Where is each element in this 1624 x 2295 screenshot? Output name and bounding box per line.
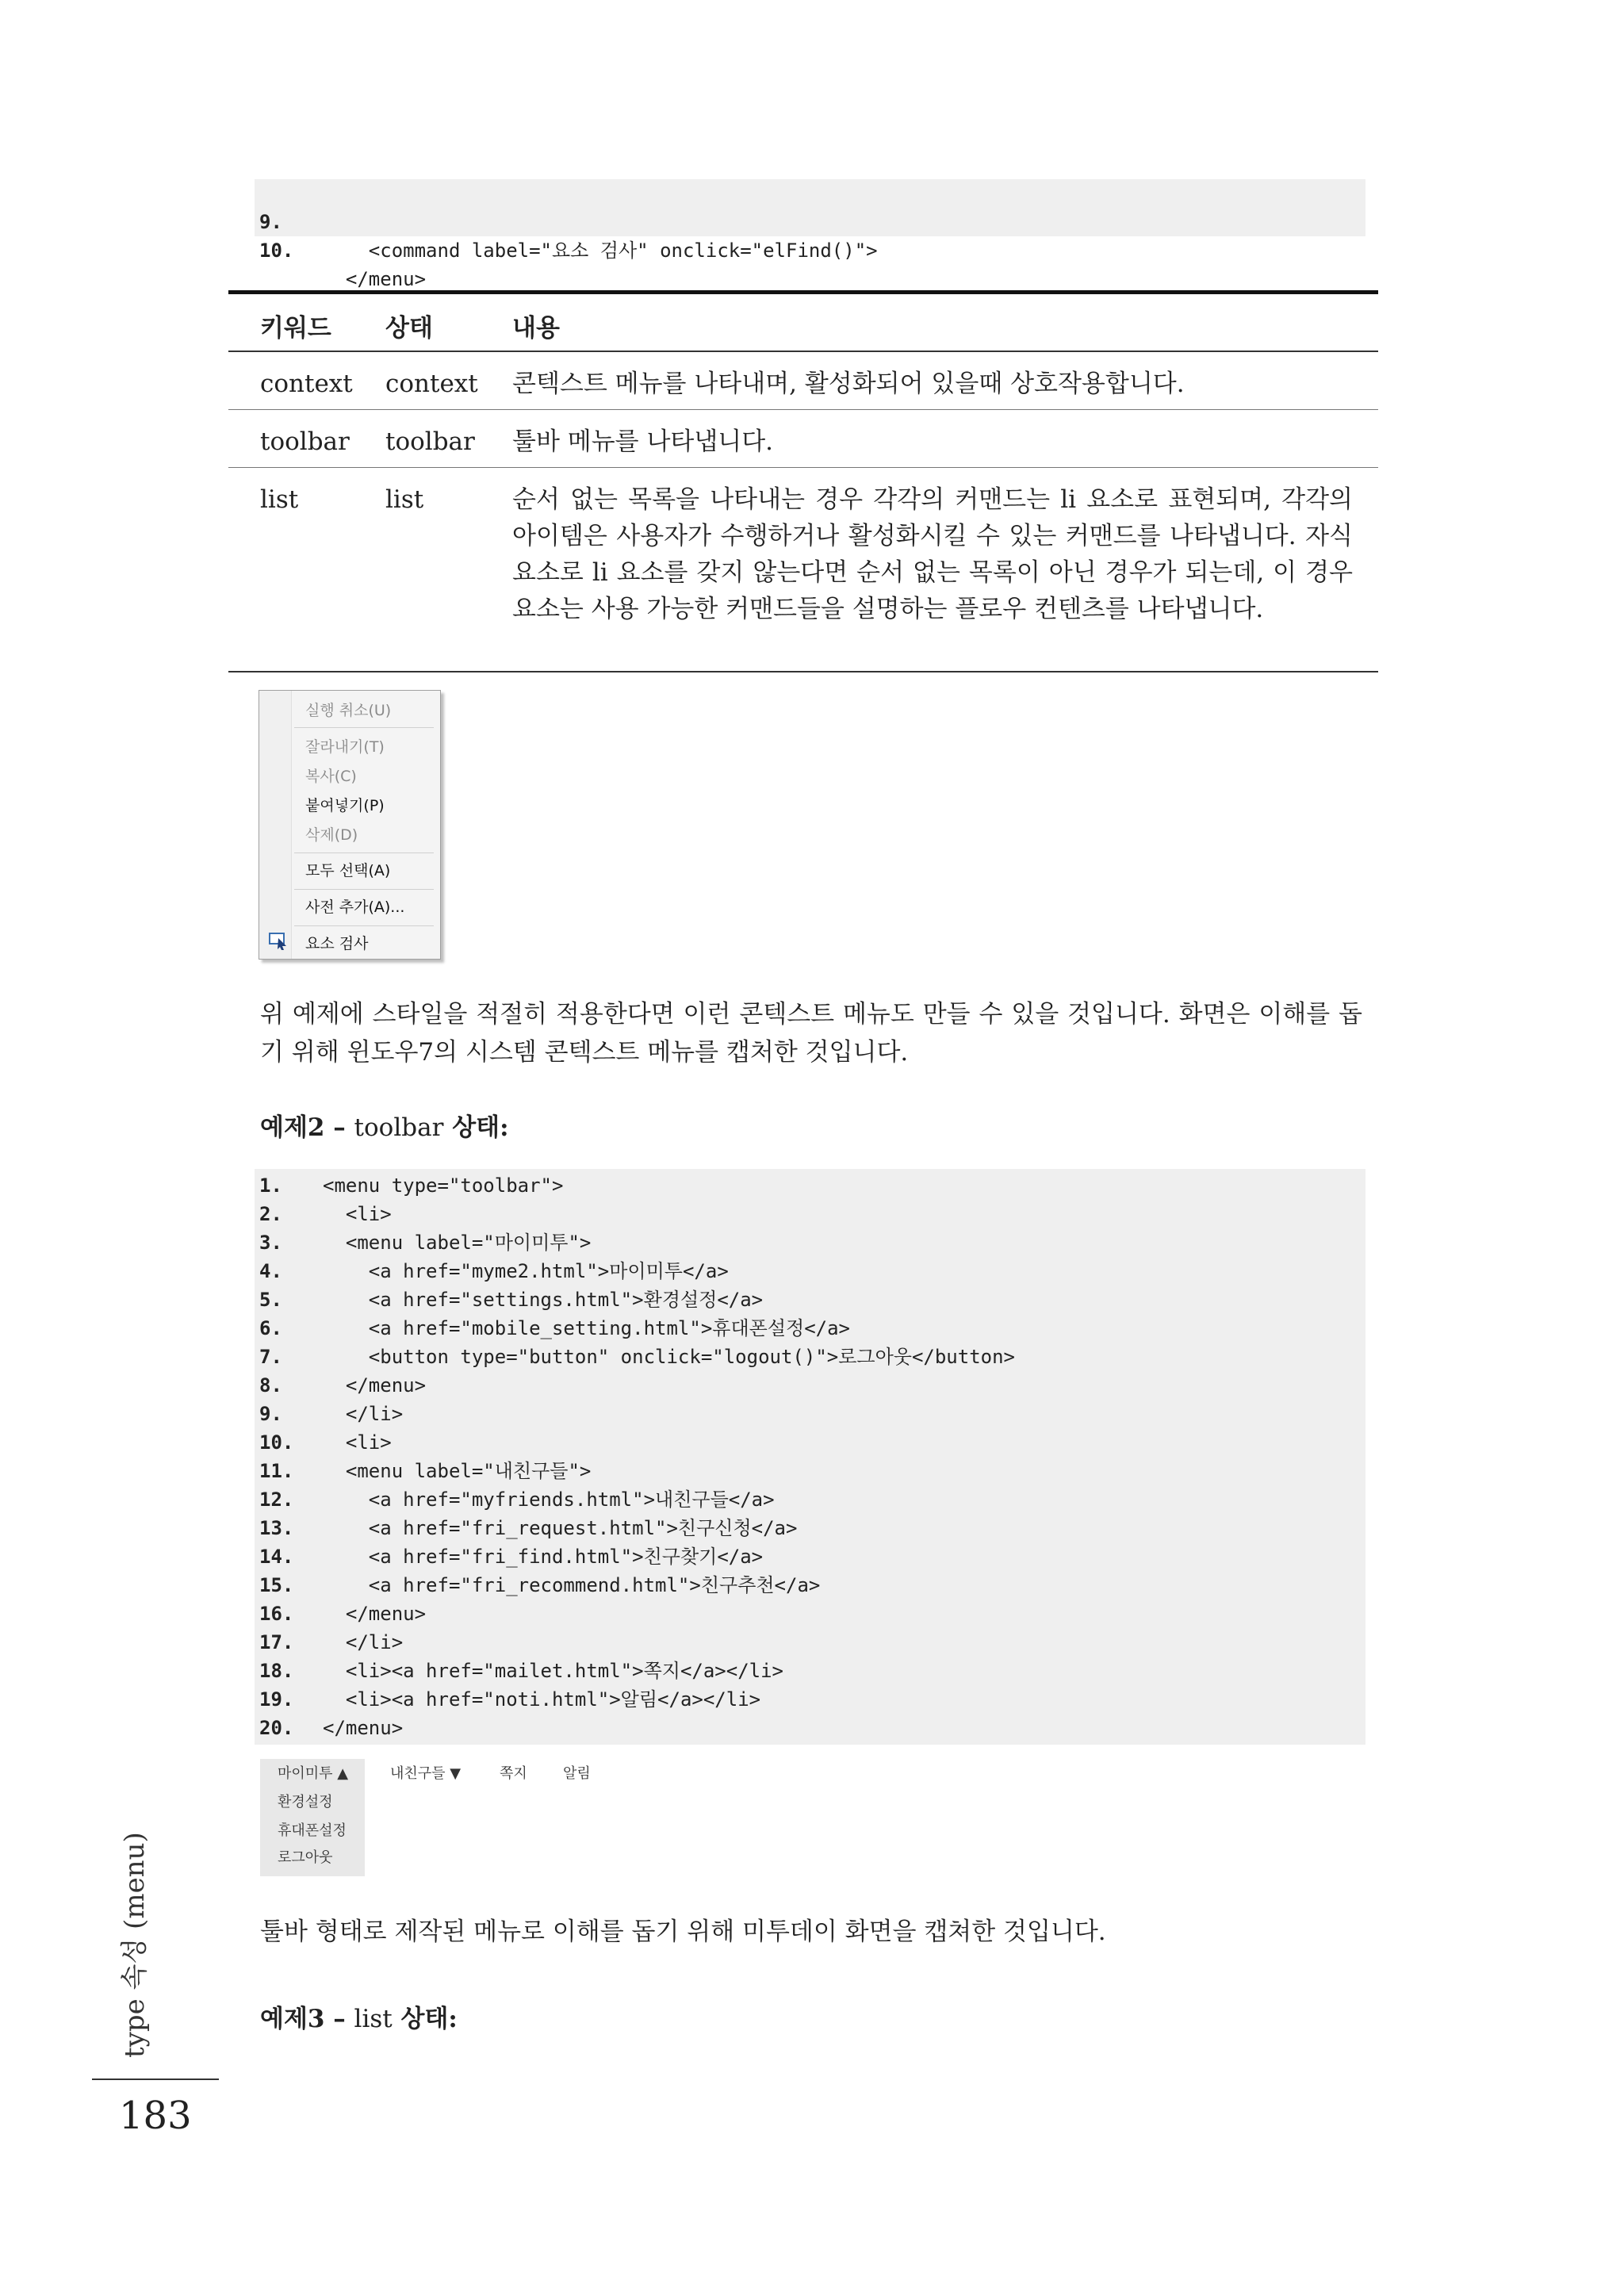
table-rule bbox=[228, 409, 1378, 410]
cell-keyword: toolbar bbox=[260, 427, 350, 456]
code-line-number: 17. bbox=[259, 1631, 294, 1653]
code-line-text: <a href="settings.html">환경설정</a> bbox=[323, 1289, 764, 1311]
code-line-text: </li> bbox=[323, 1631, 404, 1653]
code-line-number: 8. bbox=[259, 1374, 282, 1397]
code-line-text: <a href="fri_find.html">친구찾기</a> bbox=[323, 1546, 764, 1568]
code-line bbox=[255, 1428, 1365, 1457]
cell-state: context bbox=[385, 370, 478, 398]
code-line bbox=[255, 1285, 1365, 1314]
example3-suffix: 상태: bbox=[392, 2005, 458, 2033]
table-rule bbox=[228, 467, 1378, 468]
code-line-number: 13. bbox=[259, 1517, 294, 1539]
code-line-number: 16. bbox=[259, 1603, 294, 1625]
menu-item-inspect[interactable]: 요소 검사 bbox=[305, 935, 369, 952]
code-line-number: 4. bbox=[259, 1260, 282, 1282]
code-line bbox=[255, 1542, 1365, 1571]
code-line-text: <menu type="toolbar"> bbox=[323, 1174, 564, 1197]
code-line-text: </menu> bbox=[323, 1717, 404, 1739]
example3-prefix: 예제3 – bbox=[260, 2005, 354, 2033]
code-line-text: <li><a href="noti.html">알림</a></li> bbox=[323, 1688, 761, 1711]
header-content: 내용 bbox=[512, 314, 560, 343]
menu-item-undo[interactable]: 실행 취소(U) bbox=[305, 702, 392, 719]
code-line-text: <menu label="내친구들"> bbox=[323, 1460, 592, 1482]
table-rule bbox=[228, 351, 1378, 352]
code-line-text: <li> bbox=[323, 1203, 392, 1225]
code-line-number: 12. bbox=[259, 1488, 294, 1511]
code-line bbox=[255, 1485, 1365, 1514]
menu-item-add-dictionary[interactable]: 사전 추가(A)... bbox=[305, 898, 405, 916]
table-top-rule bbox=[228, 290, 1378, 294]
context-menu-screenshot bbox=[259, 690, 441, 960]
code-line-text: <a href="myme2.html">마이미투</a> bbox=[323, 1260, 729, 1282]
menu-separator bbox=[294, 727, 434, 728]
code-line-number: 18. bbox=[259, 1660, 294, 1682]
code-line-text: <command label="요소 검사" onclick="elFind()"> bbox=[323, 239, 878, 262]
cell-content: 순서 없는 목록을 나타내는 경우 각각의 커맨드는 li 요소로 표현되며, 각각의 아이템은 사용자가 수행하거나 활성화시킬 수 있는 커맨드를 나타냅니다. 자식 요소로 li 요소를 갖지 않는다면 순서 없는 목록이 아닌 경우가 되는데, 이 경우 요소는 사용 가능한 커맨드들을 설명하는 플로우 컨텐츠를 나타냅니다. bbox=[512, 485, 1353, 623]
menu-gutter bbox=[259, 691, 292, 959]
page-number-rule bbox=[92, 2079, 219, 2080]
inspect-element-icon bbox=[269, 932, 289, 951]
menu-item-paste[interactable]: 붙여넣기(P) bbox=[305, 797, 385, 814]
cell-state: list bbox=[385, 485, 424, 514]
code-line bbox=[255, 1714, 1365, 1742]
code-line bbox=[255, 1628, 1365, 1657]
code-line-text: <a href="fri_recommend.html">친구추천</a> bbox=[323, 1574, 821, 1596]
code-line-text: </li> bbox=[323, 1403, 404, 1425]
code-line-text: <button type="button" onclick="logout()">로그아웃</button> bbox=[323, 1346, 1015, 1368]
code-line-text: </menu> bbox=[323, 268, 427, 290]
header-keyword: 키워드 bbox=[260, 314, 331, 343]
table-bottom-rule bbox=[228, 671, 1378, 672]
code-line bbox=[255, 1228, 1365, 1257]
code-line bbox=[255, 1343, 1365, 1371]
code-line-text: <li> bbox=[323, 1431, 392, 1454]
code-line bbox=[255, 1200, 1365, 1228]
code-line-text: <a href="mobile_setting.html">휴대폰설정</a> bbox=[323, 1317, 850, 1339]
paragraph-context-menu-note: 위 예제에 스타일을 적절히 적용한다면 이런 콘텍스트 메뉴도 만들 수 있을 것입니다. 화면은 이해를 돕기 위해 윈도우7의 시스템 콘텍스트 메뉴를 캡처한 것입니다. bbox=[260, 1000, 1362, 1067]
code-line bbox=[255, 1657, 1365, 1685]
code-line bbox=[255, 1257, 1365, 1285]
cell-keyword: context bbox=[260, 370, 353, 398]
code-line bbox=[255, 1457, 1365, 1485]
paragraph-toolbar-note: 툴바 형태로 제작된 메뉴로 이해를 돕기 위해 미투데이 화면을 캡쳐한 것입니다. bbox=[260, 1918, 1106, 1946]
code-line bbox=[255, 1571, 1365, 1600]
toolbar-menu-myme2[interactable]: 마이미투 ▲ bbox=[278, 1765, 349, 1782]
example3-heading bbox=[260, 2000, 458, 2038]
example2-suffix: 상태: bbox=[443, 1113, 509, 1142]
menu-item-delete[interactable]: 삭제(D) bbox=[305, 826, 358, 844]
code-line-number: 6. bbox=[259, 1317, 282, 1339]
toolbar-menu-friends[interactable]: 내친구들 ▼ bbox=[390, 1765, 462, 1782]
dropdown-item-mobile-settings[interactable]: 휴대폰설정 bbox=[278, 1822, 347, 1839]
dropdown-item-settings[interactable]: 환경설정 bbox=[278, 1794, 333, 1810]
toolbar-menu-messages[interactable]: 쪽지 bbox=[500, 1765, 527, 1782]
code-line-number: 9. bbox=[259, 1403, 282, 1425]
code-line-text: </menu> bbox=[323, 1603, 427, 1625]
code-line bbox=[255, 1400, 1365, 1428]
code-line-number: 10. bbox=[259, 1431, 294, 1454]
chapter-side-label: type 속성 (menu) bbox=[119, 1832, 151, 2058]
code-line-text: <a href="myfriends.html">내친구들</a> bbox=[323, 1488, 775, 1511]
code-line-number: 5. bbox=[259, 1289, 282, 1311]
cell-content: 콘텍스트 메뉴를 나타내며, 활성화되어 있을때 상호작용합니다. bbox=[512, 370, 1185, 398]
menu-item-copy[interactable]: 복사(C) bbox=[305, 768, 357, 785]
toolbar-dropdown-items bbox=[260, 1787, 365, 1876]
code-block-top bbox=[255, 179, 1365, 290]
code-line-number: 19. bbox=[259, 1688, 294, 1711]
example2-prefix: 예제2 – bbox=[260, 1113, 354, 1142]
code-line-text: </menu> bbox=[323, 1374, 427, 1397]
cell-keyword: list bbox=[260, 485, 299, 514]
code-line-text: <li><a href="mailet.html">쪽지</a></li> bbox=[323, 1660, 783, 1682]
code-line-number: 2. bbox=[259, 1203, 282, 1225]
menu-separator bbox=[294, 925, 434, 926]
menu-separator bbox=[294, 852, 434, 853]
code-line bbox=[255, 1514, 1365, 1542]
code-block-example2 bbox=[255, 1169, 1365, 1745]
header-state: 상태 bbox=[385, 314, 433, 343]
code-line bbox=[255, 1314, 1365, 1343]
dropdown-item-logout[interactable]: 로그아웃 bbox=[278, 1849, 333, 1866]
menu-separator bbox=[294, 889, 434, 890]
code-line-number: 10. bbox=[259, 239, 294, 262]
code-line-number: 20. bbox=[259, 1717, 294, 1739]
example3-keyword: list bbox=[354, 2005, 393, 2033]
code-line-number: 9. bbox=[259, 211, 282, 233]
code-line bbox=[255, 1371, 1365, 1400]
code-line-number: 3. bbox=[259, 1232, 282, 1254]
code-line-number: 14. bbox=[259, 1546, 294, 1568]
example2-keyword: toolbar bbox=[354, 1113, 444, 1142]
menu-item-select-all[interactable]: 모두 선택(A) bbox=[305, 862, 391, 879]
code-line-number: 1. bbox=[259, 1174, 282, 1197]
code-line bbox=[255, 1685, 1365, 1714]
cell-content: 툴바 메뉴를 나타냅니다. bbox=[512, 427, 774, 456]
page-number: 183 bbox=[119, 2094, 192, 2138]
code-line-number: 7. bbox=[259, 1346, 282, 1368]
cell-state: toolbar bbox=[385, 427, 475, 456]
toolbar-menu-notifications[interactable]: 알림 bbox=[563, 1765, 591, 1782]
example2-heading bbox=[260, 1109, 509, 1147]
code-line-number: 15. bbox=[259, 1574, 294, 1596]
code-line-text: <menu label="마이미투"> bbox=[323, 1232, 592, 1254]
code-line-number: 11. bbox=[259, 1460, 294, 1482]
code-line bbox=[255, 1600, 1365, 1628]
code-line bbox=[255, 1171, 1365, 1200]
code-line-text: <a href="fri_request.html">친구신청</a> bbox=[323, 1517, 798, 1539]
menu-item-cut[interactable]: 잘라내기(T) bbox=[305, 738, 385, 756]
